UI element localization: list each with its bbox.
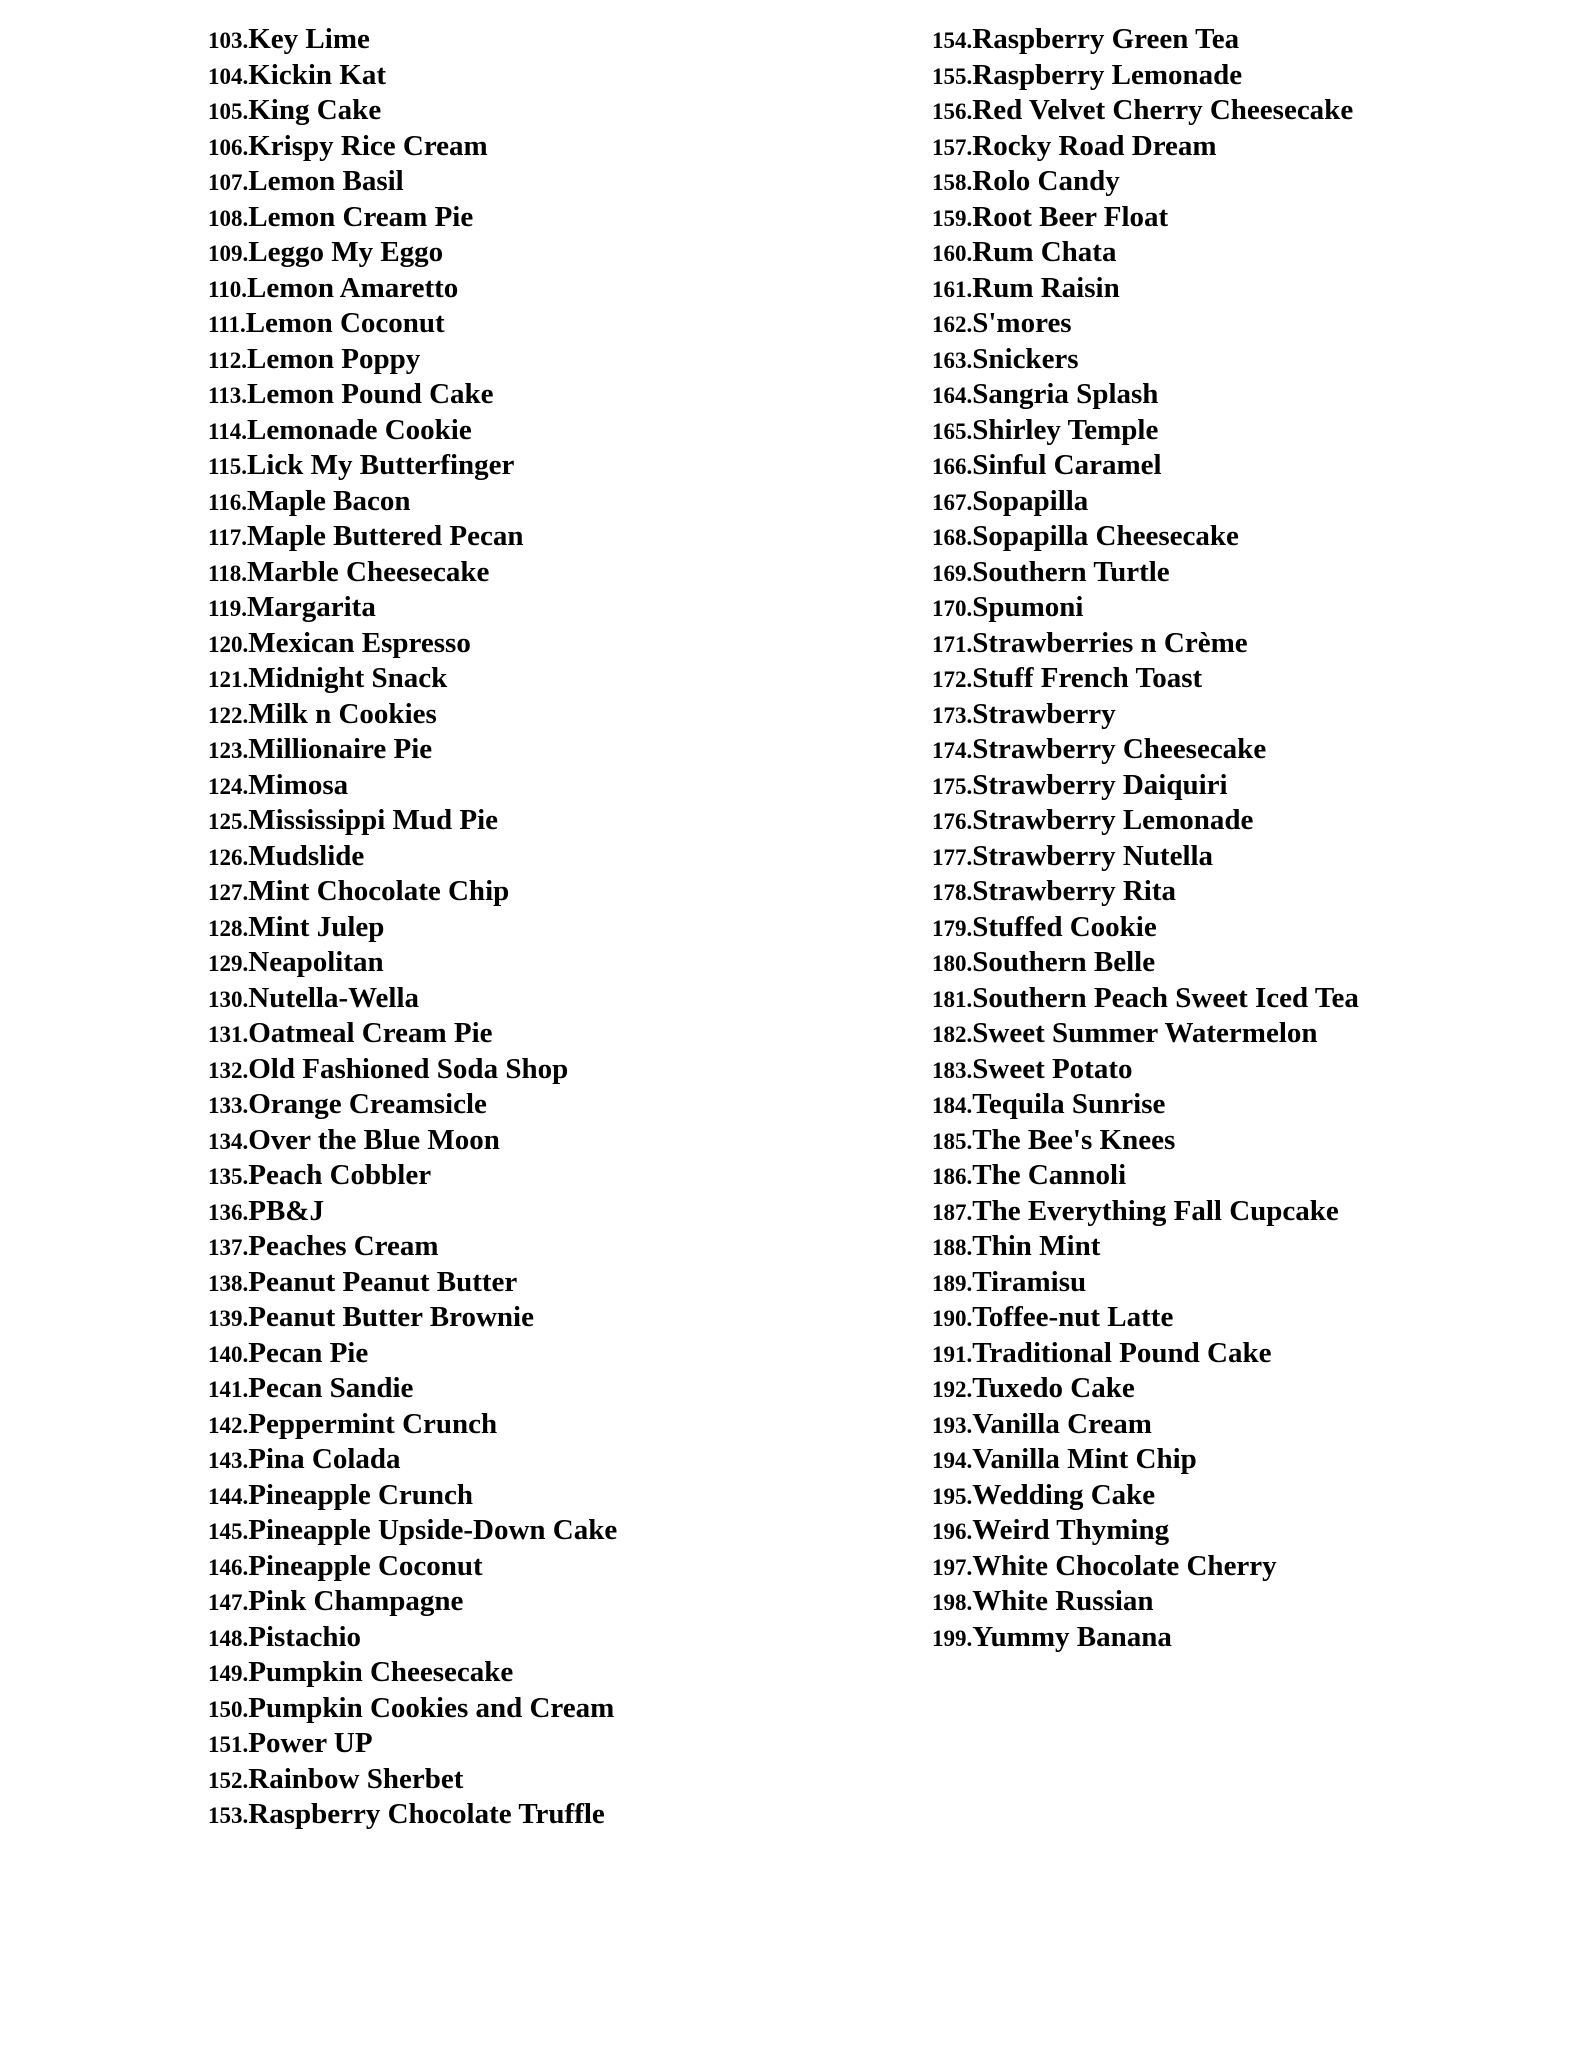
flavor-number: 141.	[208, 1377, 249, 1402]
flavor-number: 164.	[932, 383, 973, 408]
flavor-name: Stuffed Cookie	[972, 910, 1157, 943]
flavor-name: Southern Turtle	[972, 555, 1170, 588]
flavor-list-item	[932, 981, 1572, 1017]
flavor-list-item	[208, 342, 908, 378]
flavor-list-item	[208, 306, 908, 342]
flavor-number: 152.	[208, 1767, 249, 1793]
flavor-name: Sopapilla	[972, 484, 1089, 517]
flavor-number: 147.	[208, 1590, 249, 1615]
flavor-number: 196.	[932, 1519, 973, 1544]
flavor-name: Mint Julep	[248, 910, 385, 943]
flavor-list-item	[932, 200, 1572, 236]
flavor-list-item	[932, 1442, 1572, 1478]
flavor-number: 191.	[932, 1341, 973, 1367]
flavor-name: Pineapple Upside-Down Cake	[248, 1514, 618, 1546]
flavor-number: 172.	[932, 667, 973, 692]
flavor-list-item	[932, 93, 1572, 129]
flavor-list-item	[208, 1584, 908, 1620]
flavor-name: Lemonade Cookie	[246, 413, 472, 446]
flavor-list-item	[208, 22, 908, 58]
flavor-number: 109.	[208, 241, 249, 266]
flavor-name: White Russian	[972, 1585, 1154, 1617]
flavor-number: 167.	[932, 489, 973, 515]
flavor-list-item	[208, 200, 908, 236]
flavor-list-item	[208, 1442, 908, 1478]
flavor-name: Old Fashioned Soda Shop	[248, 1052, 569, 1085]
flavor-name: Vanilla Cream	[972, 1407, 1152, 1440]
flavor-number: 149.	[208, 1661, 249, 1686]
flavor-name: Wedding Cake	[972, 1478, 1156, 1511]
flavor-name: Strawberry Daiquiri	[972, 768, 1228, 801]
flavor-name: Sangria Splash	[972, 378, 1159, 410]
flavor-list-item	[932, 1584, 1572, 1620]
flavor-list-item	[208, 803, 908, 839]
flavor-list-item	[932, 590, 1572, 626]
flavor-number: 177.	[932, 844, 973, 870]
flavor-list-item	[932, 1123, 1572, 1159]
flavor-list-item	[932, 235, 1572, 271]
flavor-number: 150.	[208, 1696, 249, 1722]
flavor-name: Peach Cobbler	[248, 1159, 432, 1191]
flavor-list-item	[932, 306, 1572, 342]
flavor-number: 199.	[932, 1625, 973, 1651]
flavor-list-item	[932, 1336, 1572, 1372]
flavor-list-item	[932, 839, 1572, 875]
flavor-number: 197.	[932, 1554, 973, 1580]
flavor-name: Power UP	[248, 1727, 373, 1759]
flavor-number: 192.	[932, 1377, 973, 1402]
flavor-name: Strawberry Nutella	[972, 839, 1214, 872]
flavor-number: 170.	[932, 596, 973, 621]
flavor-number: 127.	[208, 880, 249, 905]
flavor-list-item	[208, 555, 908, 591]
flavor-list-item	[932, 697, 1572, 733]
flavor-number: 151.	[208, 1732, 249, 1757]
flavor-list-item	[208, 1691, 908, 1727]
flavor-name: Peaches Cream	[248, 1230, 439, 1262]
flavor-number: 112.	[208, 347, 247, 373]
flavor-name: Lemon Pound Cake	[246, 378, 494, 410]
flavor-name: Raspberry Lemonade	[972, 58, 1243, 91]
flavor-number: 187.	[932, 1199, 973, 1225]
flavor-list-item	[932, 732, 1572, 768]
flavor-list-item	[208, 1265, 908, 1301]
flavor-number: 181.	[932, 986, 973, 1012]
flavor-list-item	[208, 519, 908, 555]
flavor-number: 145.	[208, 1519, 249, 1544]
flavor-name: Maple Buttered Pecan	[246, 520, 524, 552]
flavor-name: Sweet Potato	[972, 1052, 1133, 1085]
flavor-name: Tuxedo Cake	[972, 1372, 1135, 1404]
flavor-name: Lemon Amaretto	[246, 271, 459, 304]
flavor-number: 194.	[932, 1448, 973, 1473]
flavor-name: Pink Champagne	[248, 1585, 464, 1617]
flavor-name: Mimosa	[248, 768, 349, 801]
flavor-name: Sweet Summer Watermelon	[972, 1017, 1318, 1049]
flavor-list-item	[208, 910, 908, 946]
flavor-number: 120.	[208, 631, 249, 657]
flavor-number: 110.	[208, 276, 247, 302]
flavor-name: Pecan Pie	[248, 1336, 369, 1369]
flavor-name: Strawberry	[972, 697, 1116, 730]
flavor-list-item	[208, 839, 908, 875]
flavor-name: Milk n Cookies	[248, 697, 437, 730]
flavor-number: 180.	[932, 951, 973, 976]
flavor-name: Tiramisu	[972, 1265, 1087, 1298]
flavor-list-item	[208, 945, 908, 981]
flavor-name: Strawberry Rita	[972, 875, 1177, 907]
flavor-name: The Bee's Knees	[972, 1123, 1176, 1156]
flavor-list-item	[932, 803, 1572, 839]
flavor-number: 169.	[932, 560, 973, 586]
flavor-name: Millionaire Pie	[248, 733, 433, 765]
flavor-number: 114.	[208, 418, 247, 444]
flavor-name: Lemon Poppy	[246, 342, 421, 375]
flavor-number: 122.	[208, 702, 249, 728]
flavor-name: Shirley Temple	[972, 413, 1159, 446]
flavor-name: Strawberry Lemonade	[972, 804, 1254, 836]
flavor-number: 155.	[932, 63, 973, 89]
flavor-list-item	[208, 1194, 908, 1230]
flavor-name: Midnight Snack	[248, 662, 448, 694]
flavor-number: 123.	[208, 738, 249, 763]
flavor-number: 134.	[208, 1128, 249, 1154]
flavor-number: 186.	[932, 1164, 973, 1189]
flavor-list-item	[932, 1016, 1572, 1052]
flavor-list-item	[932, 448, 1572, 484]
flavor-list-item	[932, 1407, 1572, 1443]
flavor-list-item	[208, 1407, 908, 1443]
flavor-number: 130.	[208, 986, 249, 1012]
flavor-name: Peppermint Crunch	[248, 1407, 498, 1440]
flavor-name: Mexican Espresso	[248, 626, 471, 659]
flavor-number: 126.	[208, 844, 249, 870]
flavor-name: Mudslide	[248, 839, 365, 872]
flavor-name: Orange Creamsicle	[248, 1088, 487, 1120]
flavor-number: 138.	[208, 1270, 249, 1296]
flavor-name: Rainbow Sherbet	[248, 1762, 464, 1795]
flavor-name: Red Velvet Cherry Cheesecake	[972, 94, 1354, 126]
flavor-number: 162.	[932, 312, 973, 337]
flavor-list-item	[932, 1194, 1572, 1230]
flavor-number: 166.	[932, 454, 973, 479]
flavor-list-item	[932, 874, 1572, 910]
flavor-name: Snickers	[972, 342, 1079, 375]
flavor-list-item	[932, 484, 1572, 520]
flavor-number: 165.	[932, 418, 973, 444]
flavor-list-item	[208, 590, 908, 626]
flavor-list-item	[208, 1052, 908, 1088]
flavor-name: S'mores	[972, 307, 1072, 339]
flavor-number: 111.	[208, 312, 246, 337]
flavor-name: Pistachio	[248, 1620, 362, 1653]
flavor-list-item	[208, 1371, 908, 1407]
flavor-list-item	[208, 413, 908, 449]
flavor-name: Raspberry Chocolate Truffle	[248, 1798, 605, 1830]
flavor-number: 174.	[932, 738, 973, 763]
flavor-name: Margarita	[246, 591, 376, 623]
flavor-list-item	[208, 1726, 908, 1762]
flavor-number: 135.	[208, 1164, 249, 1189]
flavor-list-item	[932, 58, 1572, 94]
flavor-number: 183.	[932, 1057, 973, 1083]
flavor-list-item	[932, 661, 1572, 697]
flavor-list-item	[208, 1655, 908, 1691]
flavor-list-item	[208, 235, 908, 271]
flavor-list-item	[932, 129, 1572, 165]
flavor-name: Mississippi Mud Pie	[248, 804, 499, 836]
flavor-name: Yummy Banana	[972, 1620, 1172, 1653]
flavor-list-item	[208, 1336, 908, 1372]
flavor-name: Spumoni	[972, 591, 1084, 623]
flavor-number: 182.	[932, 1022, 973, 1047]
flavor-list-item	[208, 1123, 908, 1159]
flavor-list-item	[932, 1513, 1572, 1549]
flavor-name: Rum Chata	[972, 236, 1117, 268]
flavor-number: 118.	[208, 560, 247, 586]
flavor-name: Pumpkin Cheesecake	[248, 1656, 514, 1688]
flavor-name: Oatmeal Cream Pie	[248, 1017, 493, 1049]
flavor-number: 107.	[208, 170, 249, 195]
flavor-number: 108.	[208, 205, 249, 231]
flavor-number: 168.	[932, 525, 973, 550]
flavor-number: 146.	[208, 1554, 249, 1580]
flavor-number: 189.	[932, 1270, 973, 1296]
flavor-number: 143.	[208, 1448, 249, 1473]
flavor-name: Pineapple Coconut	[248, 1549, 483, 1582]
flavor-number: 105.	[208, 99, 249, 124]
flavor-number: 117.	[208, 525, 247, 550]
flavor-number: 158.	[932, 170, 973, 195]
flavor-list-item	[932, 1478, 1572, 1514]
flavor-name: Marble Cheesecake	[246, 555, 490, 588]
flavor-number: 179.	[932, 915, 973, 941]
flavor-name: The Cannoli	[972, 1159, 1127, 1191]
flavor-name: Raspberry Green Tea	[972, 23, 1240, 55]
flavor-list-item	[208, 1762, 908, 1798]
flavor-number: 119.	[208, 596, 247, 621]
flavor-list-item	[208, 164, 908, 200]
flavor-list-item	[932, 555, 1572, 591]
flavor-list-item	[208, 1016, 908, 1052]
flavor-name: PB&J	[248, 1194, 324, 1227]
flavor-number: 178.	[932, 880, 973, 905]
flavor-name: Rocky Road Dream	[972, 129, 1217, 162]
flavor-number: 157.	[932, 134, 973, 160]
flavor-name: Leggo My Eggo	[248, 236, 444, 268]
flavor-list-item	[932, 342, 1572, 378]
flavor-name: Strawberry Cheesecake	[972, 733, 1267, 765]
flavor-number: 131.	[208, 1022, 249, 1047]
flavor-list-item	[932, 413, 1572, 449]
flavor-name: White Chocolate Cherry	[972, 1549, 1277, 1582]
flavor-list-item	[932, 1620, 1572, 1656]
flavor-number: 124.	[208, 773, 249, 799]
flavor-number: 139.	[208, 1306, 249, 1331]
flavor-list-item	[208, 1797, 908, 1833]
flavor-list-item	[208, 697, 908, 733]
flavor-number: 116.	[208, 489, 247, 515]
flavor-list-item	[932, 1229, 1572, 1265]
flavor-name: Sinful Caramel	[972, 449, 1162, 481]
flavor-number: 148.	[208, 1625, 249, 1651]
flavor-list-item	[208, 1158, 908, 1194]
flavor-list-item	[208, 1620, 908, 1656]
flavor-name: The Everything Fall Cupcake	[972, 1194, 1339, 1227]
flavor-number: 163.	[932, 347, 973, 373]
flavor-number: 137.	[208, 1235, 249, 1260]
flavor-number: 140.	[208, 1341, 249, 1367]
flavor-number: 171.	[932, 631, 973, 657]
flavor-list-item	[932, 1052, 1572, 1088]
flavor-list-right-column	[932, 22, 1572, 1655]
flavor-name: Neapolitan	[248, 946, 384, 978]
flavor-list-item	[208, 626, 908, 662]
flavor-number: 144.	[208, 1483, 249, 1509]
flavor-list-item	[208, 271, 908, 307]
flavor-number: 106.	[208, 134, 249, 160]
flavor-number: 132.	[208, 1057, 249, 1083]
flavor-name: Pecan Sandie	[248, 1372, 414, 1404]
flavor-list-item	[208, 768, 908, 804]
flavor-number: 190.	[932, 1306, 973, 1331]
flavor-name: Strawberries n Crème	[972, 626, 1248, 659]
flavor-name: Nutella-Wella	[248, 981, 420, 1014]
flavor-number: 175.	[932, 773, 973, 799]
flavor-number: 133.	[208, 1093, 249, 1118]
flavor-list-item	[932, 377, 1572, 413]
flavor-name: Peanut Peanut Butter	[248, 1265, 518, 1298]
flavor-name: Root Beer Float	[972, 200, 1169, 233]
flavor-list-item	[932, 519, 1572, 555]
flavor-number: 125.	[208, 809, 249, 834]
flavor-name: Lemon Cream Pie	[248, 200, 474, 233]
flavor-name: Toffee-nut Latte	[972, 1301, 1174, 1333]
flavor-name: Kickin Kat	[248, 58, 387, 91]
flavor-number: 198.	[932, 1590, 973, 1615]
flavor-name: Lick My Butterfinger	[246, 449, 515, 481]
flavor-list-item	[208, 129, 908, 165]
flavor-list-item	[932, 1549, 1572, 1585]
flavor-list-item	[208, 1229, 908, 1265]
flavor-number: 161.	[932, 276, 973, 302]
flavor-list-item	[208, 58, 908, 94]
flavor-list-left-column	[208, 22, 908, 1833]
flavor-name: Key Lime	[248, 23, 370, 55]
flavor-list-item	[932, 768, 1572, 804]
flavor-list-item	[208, 732, 908, 768]
flavor-name: Sopapilla Cheesecake	[972, 520, 1239, 552]
flavor-name: Peanut Butter Brownie	[248, 1301, 534, 1333]
flavor-number: 153.	[208, 1803, 249, 1828]
flavor-list-item	[932, 22, 1572, 58]
flavor-number: 195.	[932, 1483, 973, 1509]
flavor-list-item	[208, 1087, 908, 1123]
flavor-number: 160.	[932, 241, 973, 266]
flavor-list-item	[208, 448, 908, 484]
flavor-number: 159.	[932, 205, 973, 231]
flavor-list-item	[208, 981, 908, 1017]
flavor-name: Southern Belle	[972, 946, 1156, 978]
flavor-number: 188.	[932, 1235, 973, 1260]
flavor-list-item	[932, 271, 1572, 307]
flavor-list-item	[932, 1158, 1572, 1194]
flavor-number: 156.	[932, 99, 973, 124]
flavor-list-item	[208, 874, 908, 910]
flavor-list-item	[208, 377, 908, 413]
flavor-name: Pineapple Crunch	[248, 1478, 474, 1511]
flavor-name: Thin Mint	[972, 1230, 1101, 1262]
flavor-list-item	[208, 484, 908, 520]
flavor-number: 142.	[208, 1412, 249, 1438]
flavor-number: 154.	[932, 28, 973, 53]
flavor-name: Tequila Sunrise	[972, 1088, 1166, 1120]
flavor-list-item	[932, 1371, 1572, 1407]
flavor-number: 115.	[208, 454, 247, 479]
flavor-name: Pumpkin Cookies and Cream	[248, 1691, 615, 1724]
flavor-list-item	[932, 1300, 1572, 1336]
flavor-list-item	[932, 945, 1572, 981]
flavor-number: 128.	[208, 915, 249, 941]
flavor-list-item	[208, 1549, 908, 1585]
flavor-name: Pina Colada	[248, 1443, 401, 1475]
flavor-name: Krispy Rice Cream	[248, 129, 488, 162]
flavor-name: King Cake	[248, 94, 382, 126]
flavor-number: 136.	[208, 1199, 249, 1225]
flavor-name: Rum Raisin	[972, 271, 1120, 304]
flavor-list-item	[932, 910, 1572, 946]
flavor-name: Vanilla Mint Chip	[972, 1443, 1197, 1475]
flavor-name: Lemon Basil	[248, 165, 404, 197]
flavor-name: Over the Blue Moon	[248, 1123, 500, 1156]
flavor-number: 185.	[932, 1128, 973, 1154]
flavor-number: 121.	[208, 667, 249, 692]
flavor-name: Stuff French Toast	[972, 662, 1203, 694]
flavor-number: 103.	[208, 28, 249, 53]
flavor-name: Mint Chocolate Chip	[248, 875, 510, 907]
flavor-list-item	[208, 1513, 908, 1549]
flavor-number: 173.	[932, 702, 973, 728]
flavor-list-item	[208, 661, 908, 697]
flavor-list-item	[932, 626, 1572, 662]
flavor-name: Maple Bacon	[246, 484, 411, 517]
flavor-list-item	[932, 1087, 1572, 1123]
flavor-number: 184.	[932, 1093, 973, 1118]
flavor-number: 193.	[932, 1412, 973, 1438]
flavor-list-item	[208, 93, 908, 129]
flavor-name: Weird Thyming	[972, 1514, 1170, 1546]
flavor-list-item	[932, 1265, 1572, 1301]
flavor-name: Southern Peach Sweet Iced Tea	[972, 981, 1359, 1014]
flavor-name: Rolo Candy	[972, 165, 1120, 197]
flavor-list-item	[208, 1478, 908, 1514]
flavor-name: Traditional Pound Cake	[972, 1336, 1272, 1369]
flavor-number: 176.	[932, 809, 973, 834]
flavor-list-item	[208, 1300, 908, 1336]
flavor-number: 129.	[208, 951, 249, 976]
flavor-number: 104.	[208, 63, 249, 89]
flavor-number: 113.	[208, 383, 247, 408]
flavor-name: Lemon Coconut	[245, 307, 445, 339]
flavor-list-item	[932, 164, 1572, 200]
